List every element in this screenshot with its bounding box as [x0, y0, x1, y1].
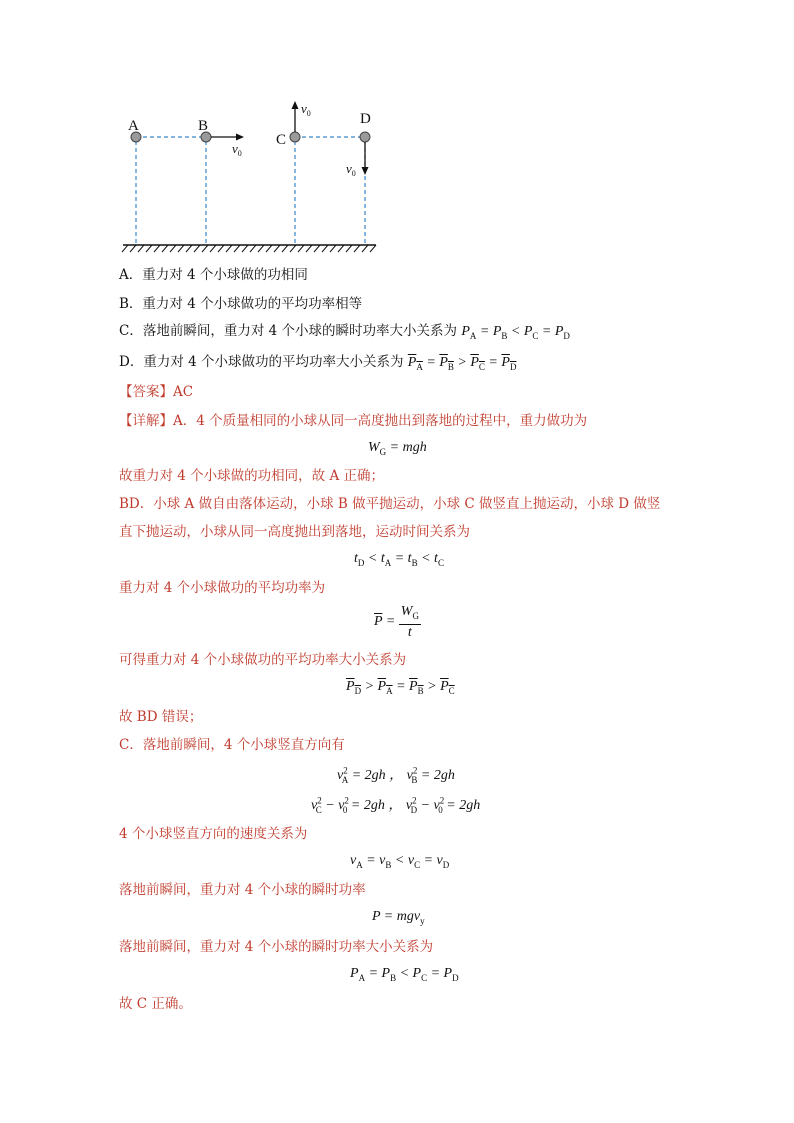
label-c: C — [276, 132, 287, 148]
label-d: D — [360, 111, 371, 127]
ball-c — [290, 132, 300, 142]
detail-p9: 4 个小球竖直方向的速度关系为 — [119, 826, 308, 842]
detail-p4: 直下抛运动，小球从同一高度抛出到落地，运动时间关系为 — [119, 524, 470, 540]
equation-instant-power: P = mgv$_y$ — [372, 909, 425, 926]
option-a: A．重力对 4 个小球做的功相同 — [119, 267, 308, 283]
label-b: B — [198, 118, 209, 134]
arrowhead-c — [292, 101, 299, 109]
detail-p10: 落地前瞬间，重力对 4 个小球的瞬时功率 — [119, 882, 366, 898]
v0-label-b: $v_0$ — [232, 141, 242, 158]
arrowhead-b — [236, 134, 244, 141]
detail-p11: 落地前瞬间，重力对 4 个小球的瞬时功率大小关系为 — [119, 939, 434, 955]
detail-p3: BD．小球 A 做自由落体运动，小球 B 做平抛运动，小球 C 做竖直上抛运动，小球 D 做竖 — [119, 496, 661, 512]
equation-vertical-2: $v^2_C - v^2_0 = 2gh$ ， $v^2_D - v^2_0 = 2gh$ — [311, 795, 481, 815]
equation-vertical-1: $v^2_A = 2gh$ ， $v^2_B = 2gh$ — [337, 765, 455, 785]
v0-label-c: $v_0$ — [301, 101, 311, 118]
ball-d — [360, 132, 370, 142]
detail-p1: 【详解】A．4 个质量相同的小球从同一高度抛出到落地的过程中，重力做功为 — [119, 413, 588, 429]
detail-p5: 重力对 4 个小球做功的平均功率为 — [119, 580, 326, 596]
option-d: D．重力对 4 个小球做功的平均功率大小关系为 $P_A = P_B > P_C = P_D$ — [119, 354, 517, 372]
option-b: B．重力对 4 个小球做功的平均功率相等 — [119, 296, 363, 312]
equation-work: $W_G$ = mgh — [368, 440, 427, 457]
arrowhead-d — [362, 167, 369, 175]
motion-diagram — [118, 95, 388, 255]
v0-label-d: $v_0$ — [346, 161, 356, 178]
ground-hatch — [122, 245, 376, 252]
detail-p2: 故重力对 4 个小球做的功相同，故 A 正确； — [119, 468, 385, 484]
option-c: C．落地前瞬间，重力对 4 个小球的瞬时功率大小关系为 $P_A = P_B < P_C = P_D$ — [119, 323, 570, 341]
equation-avg-relation: $P_D > P_A = P_B > P_C$ — [346, 679, 455, 696]
detail-p8: C．落地前瞬间，4 个小球竖直方向有 — [119, 737, 345, 753]
detail-p7: 故 BD 错误； — [119, 709, 203, 725]
detail-p12: 故 C 正确。 — [119, 996, 192, 1012]
equation-instant-relation: $P_A = P_B < P_C = P_D$ — [350, 966, 459, 983]
equation-time: $t_D < t_A = t_B < t_C$ — [354, 551, 444, 568]
detail-p6: 可得重力对 4 个小球做功的平均功率大小关系为 — [119, 652, 407, 668]
equation-avg-power: $\overline{P}$ = $\frac{W_G}{t}$ — [374, 604, 419, 640]
equation-velocity: $v_A = v_B < v_C = v_D$ — [350, 853, 450, 870]
answer: 【答案】AC — [119, 384, 194, 400]
label-a: A — [128, 118, 139, 134]
